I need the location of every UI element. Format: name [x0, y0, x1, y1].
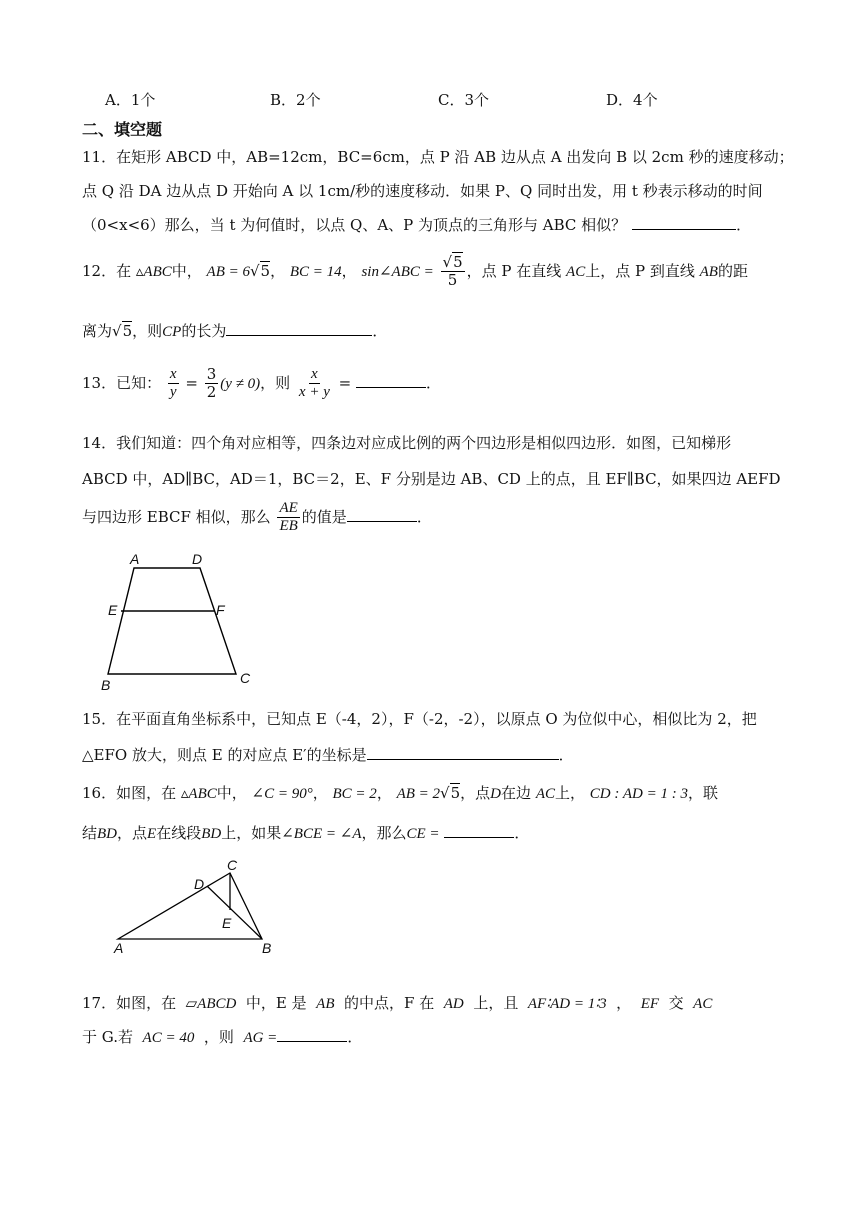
q16-ratio: CD : AD = 1 : 3 [589, 786, 688, 802]
q12-rest1: ，点 P 在直线 [466, 261, 562, 280]
sqrt-icon: √ [249, 261, 260, 280]
section-title: 二、填空题 [82, 120, 163, 139]
q15-line2 [82, 744, 574, 765]
q12-answer-blank[interactable] [226, 321, 372, 336]
q16-e: E [147, 826, 157, 842]
q17-line2a: 于 G.若 [82, 1028, 133, 1046]
q12-dist-root: 5 [122, 322, 133, 340]
q16-p1: ，点 [460, 784, 491, 802]
label-d: D [192, 551, 203, 567]
q17-ad: AD [443, 996, 464, 1012]
q13-num: 13．已知： [82, 373, 162, 392]
q15-line2-text: △EFO 放大，则点 E 的对应点 E′的坐标是 [82, 746, 367, 764]
q16-zhong: 中， [216, 784, 247, 802]
q16-line1: 16．如图，在 ▵ABC中， ∠C = 90°， BC = 2， AB = 2√5，点D在边 AC上， CD : AD = 1 : 3，联 [82, 784, 718, 802]
q11-line3 [82, 214, 751, 235]
q16-end: ． [514, 824, 530, 842]
q16-num: 16．如图，在 [82, 784, 177, 802]
option-d: D．4个 [606, 91, 658, 109]
q16-bc: BC = 2 [332, 786, 377, 802]
q14-answer-blank[interactable] [347, 507, 417, 522]
q14-line3b: 的值是 [301, 507, 347, 526]
q17-line2b: ，则 [203, 1028, 234, 1046]
q12-sin: sin∠ABC = [361, 263, 434, 280]
q14-fraction [277, 500, 299, 536]
q17-ac: AC [693, 996, 713, 1012]
q12-end: ． [372, 322, 388, 340]
q12-line2b: ，则 [132, 322, 163, 340]
q14-line3a: 与四边形 EBCF 相似，那么 [82, 507, 271, 526]
segment-bd [207, 886, 262, 939]
q12-num: 12．在 [82, 261, 132, 280]
triangle-abc [118, 873, 262, 939]
q11-line1: 11．在矩形 ABCD 中，AB=12cm，BC=6cm，点 P 沿 AB 边从点 A 出发向 B 以 2cm 秒的速度移动； [82, 148, 794, 166]
q14-line3 [82, 500, 432, 536]
q14-trapezoid-figure [96, 550, 266, 695]
q13-f2-den: 2 [206, 383, 217, 402]
q13-answer-blank[interactable] [356, 373, 426, 388]
q16-d: D [490, 786, 502, 802]
q13-f1-den: y [169, 384, 177, 401]
q14-frac-den: EB [279, 518, 298, 535]
q17-ab: AB [316, 996, 335, 1012]
q13-f3-den: x + y [298, 384, 330, 401]
q12-zhong: 中， [171, 261, 202, 280]
q12-ab: AB = 6 [206, 263, 250, 280]
sqrt-icon: √ [440, 784, 450, 802]
q17-p3: 上，且 [473, 994, 519, 1012]
label-c: C [227, 858, 238, 873]
q12-line2 [82, 320, 387, 341]
q17-num: 17．如图，在 [82, 994, 177, 1012]
q12-sin-den: 5 [447, 271, 458, 290]
q15-line1: 15．在平面直角坐标系中，已知点 E（-4，2），F（-2，-2），以原点 O 为位似中心，相似比为 2，把 [82, 710, 757, 728]
option-c: C．3个 [438, 91, 490, 109]
q13-cond: (y ≠ 0) [220, 375, 261, 392]
q17-answer-blank[interactable] [277, 1027, 347, 1042]
q12-line2a: 离为 [82, 322, 113, 340]
q16-ce: CE = [406, 826, 440, 842]
q13-end: ． [426, 373, 442, 392]
q11-end: ． [736, 216, 752, 234]
q16-triangle-figure [108, 858, 286, 958]
q13-eq: = [185, 373, 198, 392]
q17-ef: EF [640, 996, 660, 1012]
label-c: C [240, 670, 251, 686]
q12-sin-fraction [441, 254, 465, 290]
option-a: A．1个 [105, 91, 156, 109]
option-b: B．2个 [270, 91, 321, 109]
q16-line2b: ，点 [117, 824, 148, 842]
q12-bc: BC = 14 [289, 263, 342, 280]
q13-then: ，则 [260, 373, 291, 392]
label-a: A [130, 551, 140, 567]
q15-end: ． [558, 746, 574, 764]
q16-p3: 上， [554, 784, 585, 802]
q13-f3-num: x [309, 366, 320, 384]
label-b: B [262, 940, 272, 956]
q17-line2 [82, 1026, 362, 1047]
q17-p1: 中，E 是 [245, 994, 307, 1012]
q12-rest3: 的距 [717, 261, 748, 280]
q14-line1: 14．我们知道：四个角对应相等，四条边对应成比例的两个四边形是相似四边形．如图，已知梯形 [82, 434, 732, 452]
q16-p2: 在边 [501, 784, 532, 802]
q12-ac: AC [566, 263, 586, 280]
q16-bd2: BD [201, 826, 222, 842]
q16-line2d: 上，如果 [221, 824, 282, 842]
q14-line2: ABCD 中，AD∥BC，AD＝1，BC＝2，E、F 分别是边 AB、CD 上的点，且 EF∥BC，如果四边 AEFD [82, 470, 781, 488]
q16-bd: BD [97, 826, 118, 842]
q12-ab-root: 5 [260, 261, 271, 280]
q16-ab-root: 5 [450, 784, 461, 802]
q16-answer-blank[interactable] [444, 823, 514, 838]
q17-ag: AG = [243, 1030, 278, 1046]
q13-line [82, 366, 441, 402]
q13-f2-num: 3 [206, 365, 217, 383]
q13-eq2: = [338, 373, 352, 392]
q14-frac-num: AE [277, 500, 299, 518]
q16-ab: AB = 2 [396, 786, 441, 802]
q17-p4: ， [616, 994, 632, 1012]
q13-frac2 [205, 366, 219, 402]
q16-line2c: 在线段 [156, 824, 202, 842]
label-d: D [194, 876, 205, 892]
q16-p4: ，联 [687, 784, 718, 802]
q12-rest2: 上，点 P 到直线 [585, 261, 695, 280]
q13-frac3 [297, 366, 332, 402]
q12-ab2: AB [699, 263, 718, 280]
q16-angle: ∠C = 90° [251, 786, 313, 802]
q11-line2: 点 Q 沿 DA 边从点 D 开始向 A 以 1cm/秒的速度移动．如果 P、Q 同时出发，用 t 秒表示移动的时间 [82, 182, 763, 200]
q17-p5: 交 [668, 994, 684, 1012]
q17-para: ▱ABCD [185, 996, 237, 1012]
label-e: E [108, 602, 118, 618]
label-e: E [222, 915, 232, 931]
q17-line1 [82, 992, 712, 1013]
q15-answer-blank[interactable] [367, 745, 559, 760]
q16-line2e: ，那么 [361, 824, 407, 842]
q12-line1: 12．在 ▵ABC中， AB = 6√5， BC = 14， sin∠ABC = $\frac{√5}{5}$ ，点 P 在直线 AC上，点 P 到直线 AB的距 [82, 253, 748, 290]
label-b: B [101, 677, 111, 693]
q11-answer-blank[interactable] [632, 215, 736, 230]
q11-text: （0<x<6）那么，当 t 为何值时，以点 Q、A、P 为顶点的三角形与 ABC 相似？ [82, 216, 627, 234]
q16-line2a: 结 [82, 824, 98, 842]
q13-f1-num: x [168, 366, 179, 384]
label-f: F [216, 602, 225, 618]
q12-triangle: ▵ABC [135, 263, 172, 280]
q17-ac40: AC = 40 [142, 1030, 195, 1046]
q12-cp: CP [162, 324, 182, 340]
q12-sin-num: 5 [453, 253, 463, 271]
q16-triangle: ▵ABC [180, 786, 217, 802]
sqrt-icon: √ [442, 253, 453, 271]
q17-end: ． [347, 1028, 363, 1046]
trapezoid-shape [108, 568, 236, 674]
q16-line2 [82, 822, 529, 843]
q17-ratio: AF∶AD = 1∶3 [527, 996, 607, 1012]
q17-p2: 的中点，F 在 [344, 994, 435, 1012]
q12-line2c: 的长为 [181, 322, 227, 340]
q16-ac: AC [535, 786, 555, 802]
q13-frac1 [168, 366, 179, 402]
label-a: A [114, 940, 124, 956]
q16-cond: ∠BCE = ∠A [281, 826, 362, 842]
q14-end: ． [416, 507, 432, 526]
sqrt-icon: √ [112, 322, 122, 340]
